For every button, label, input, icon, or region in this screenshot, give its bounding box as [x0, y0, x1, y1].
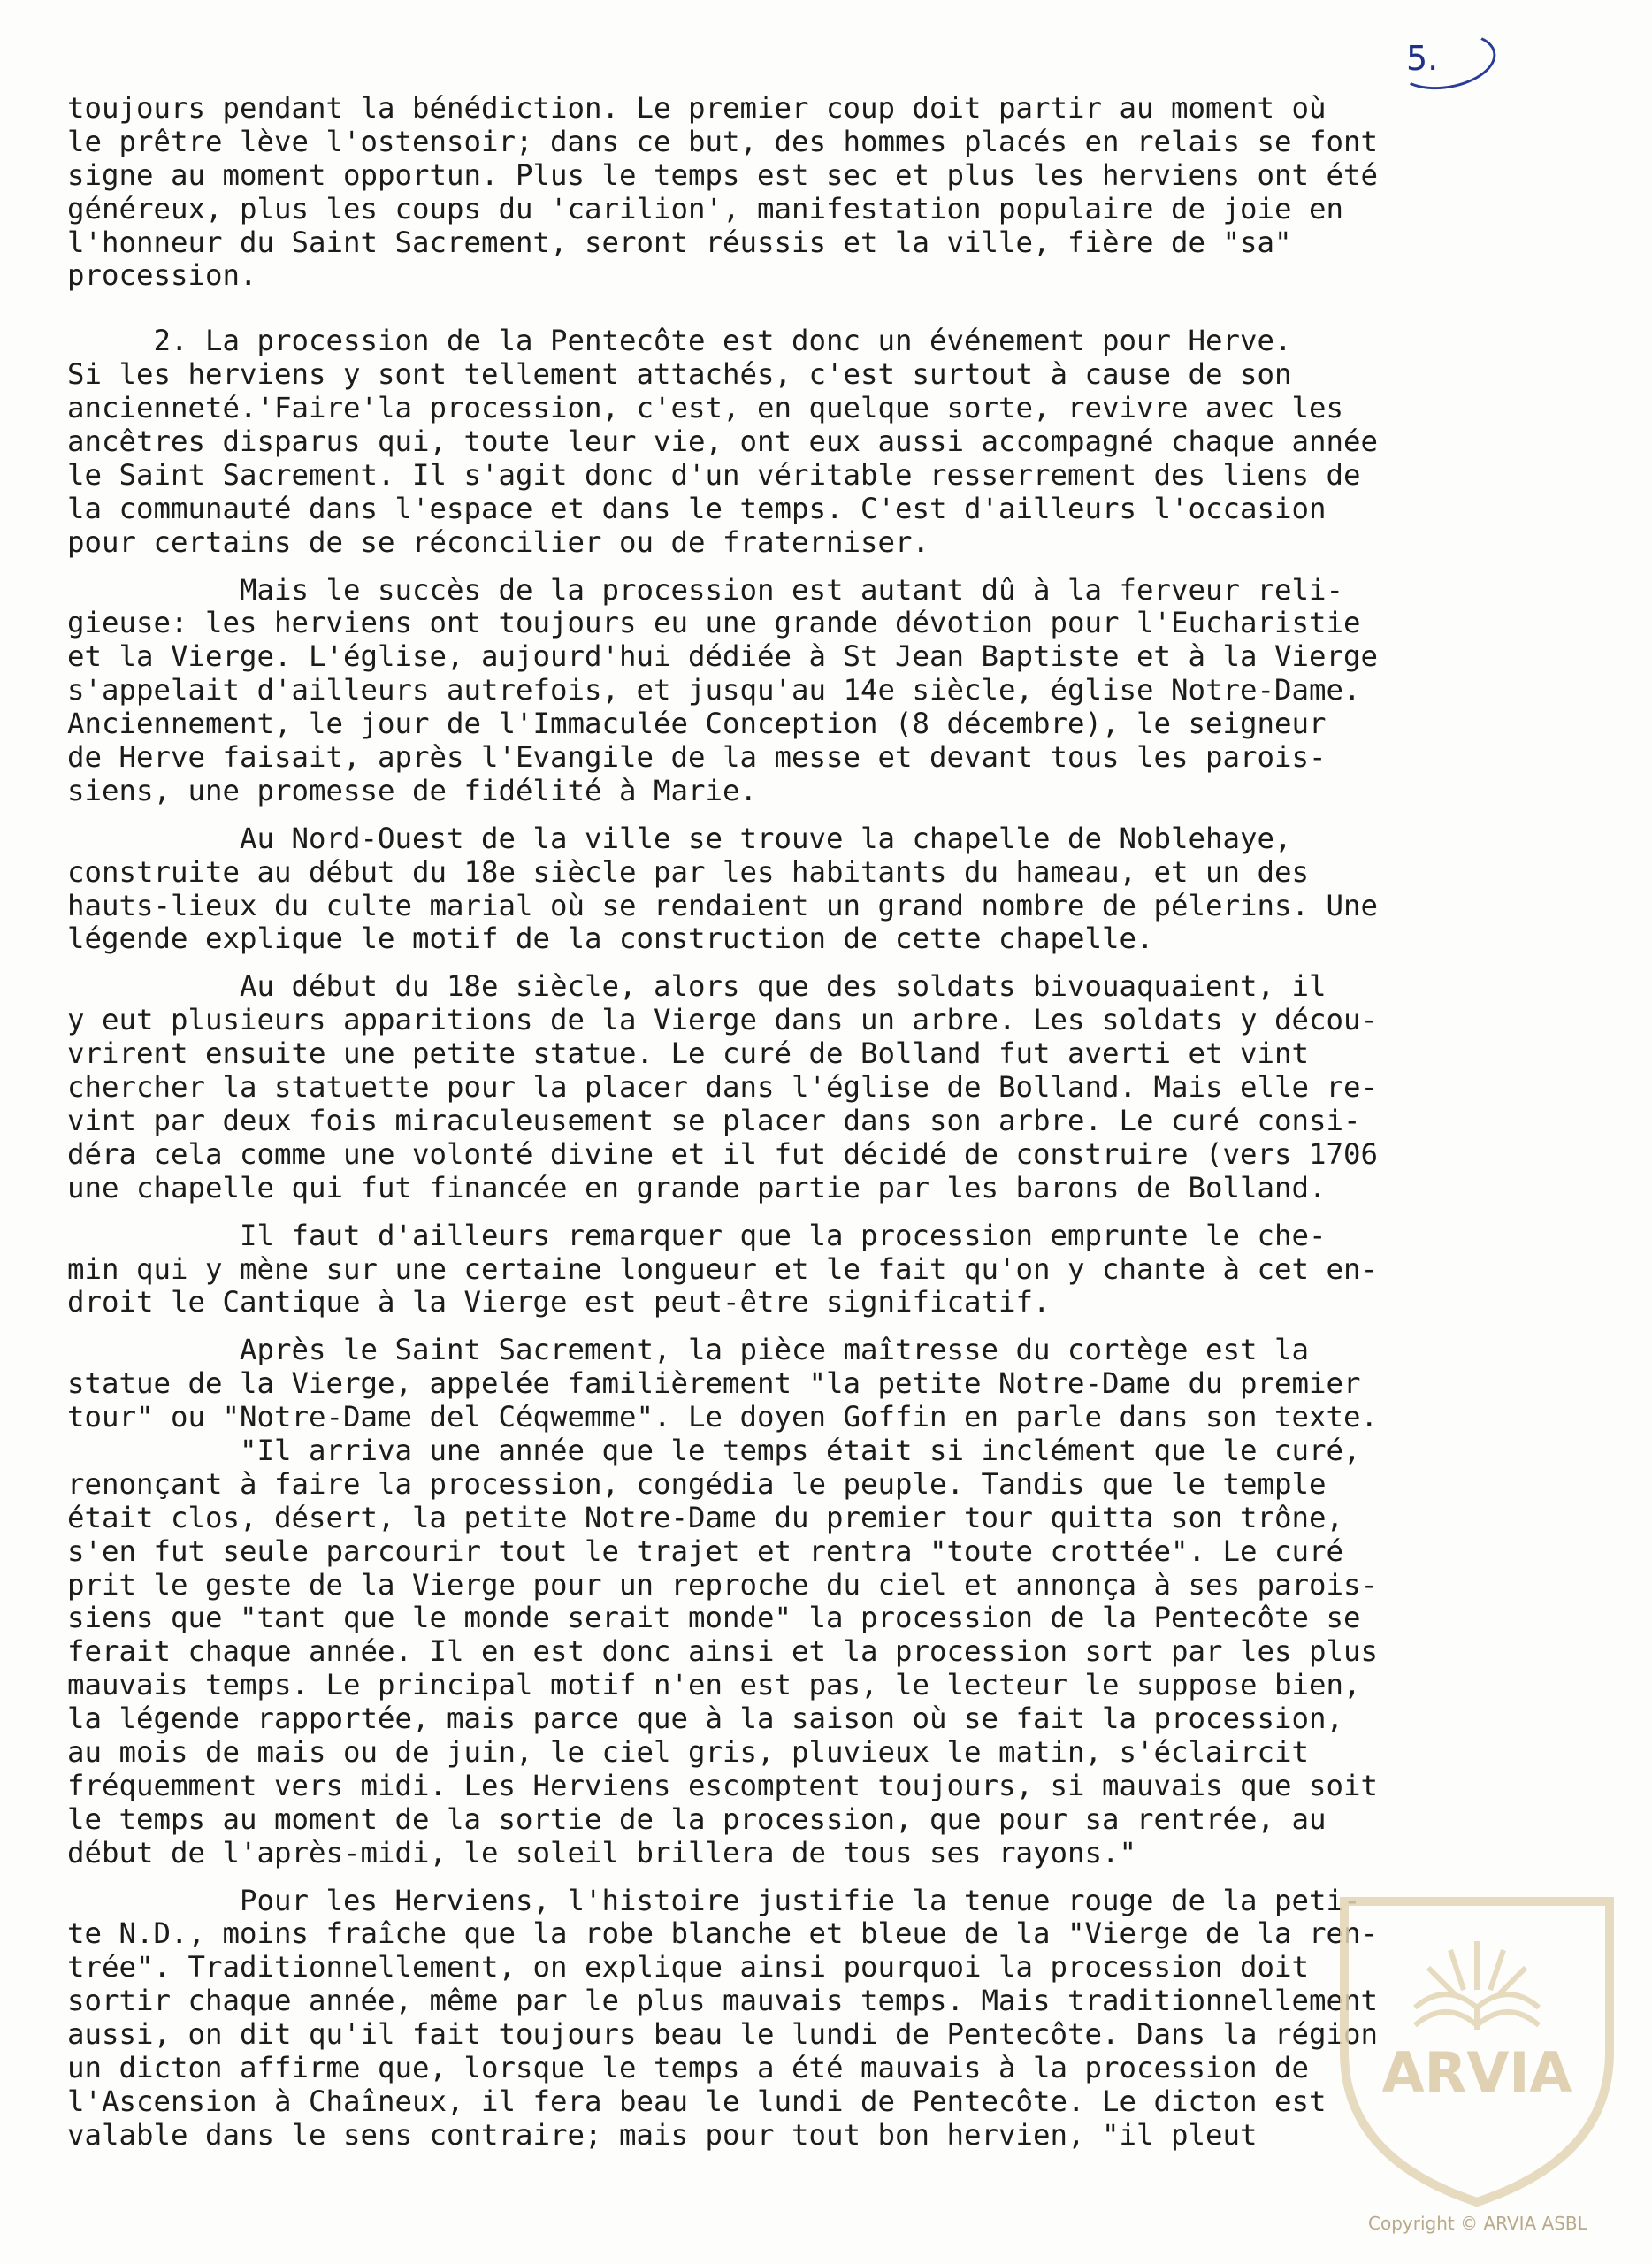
paragraph-gap — [67, 560, 1588, 574]
text-line: au mois de mais ou de juin, le ciel gris, pluvieux le matin, s'éclaircit — [67, 1734, 1310, 1769]
text-line: hauts-lieux du culte marial où se rendaient un grand nombre de pélerins. Une — [67, 888, 1379, 922]
paragraph — [67, 1220, 1588, 1320]
text-line: ancienneté.'Faire'la procession, c'est, en quelque sorte, revivre avec les — [67, 391, 1344, 425]
copyright-notice: Copyright © ARVIA ASBL — [1368, 2213, 1587, 2234]
text-line: Il faut d'ailleurs remarquer que la procession emprunte le che- — [67, 1218, 1327, 1252]
document-body — [67, 92, 1588, 2153]
text-line: déra cela comme une volonté divine et il fut décidé de construire (vers 1706 — [67, 1136, 1379, 1171]
text-line: te N.D., moins fraîche que la robe blanche et bleue de la "Vierge de la ren- — [67, 1916, 1379, 1951]
text-line: vint par deux fois miraculeusement se placer dans son arbre. Le curé consi- — [67, 1103, 1361, 1137]
text-line: procession. — [67, 258, 257, 293]
text-line: Au Nord-Ouest de la ville se trouve la chapelle de Noblehaye, — [67, 821, 1292, 855]
text-line: légende explique le motif de la construction de cette chapelle. — [67, 922, 1154, 956]
text-line: gieuse: les herviens ont toujours eu une grande dévotion pour l'Eucharistie — [67, 606, 1361, 640]
paragraph-gap — [67, 808, 1588, 822]
text-line: statue de la Vierge, appelée familièrement "la petite Notre-Dame du premier — [67, 1366, 1361, 1401]
text-line: Anciennement, le jour de l'Immaculée Conception (8 décembre), le seigneur — [67, 707, 1327, 741]
text-line: Au début du 18e siècle, alors que des soldats bivouaquaient, il — [67, 969, 1327, 1004]
text-line: le prêtre lève l'ostensoir; dans ce but, des hommes placés en relais se font — [67, 124, 1379, 158]
text-line: de Herve faisait, après l'Evangile de la messe et devant tous les parois- — [67, 740, 1327, 775]
text-line: sortir chaque année, même par le plus mauvais temps. Mais traditionnellement — [67, 1984, 1379, 2018]
text-line: début de l'après-midi, le soleil brillera de tous ses rayons." — [67, 1835, 1137, 1870]
paragraph — [67, 1334, 1588, 1870]
text-line: siens que "tant que le monde serait monde" la procession de la Pentecôte se — [67, 1601, 1361, 1635]
text-line: la légende rapportée, mais parce que à la saison où se fait la procession, — [67, 1702, 1344, 1736]
text-line: Mais le succès de la procession est autant dû à la ferveur reli- — [67, 572, 1344, 607]
text-line: une chapelle qui fut financée en grande partie par les barons de Bolland. — [67, 1170, 1327, 1205]
text-line: aussi, on dit qu'il fait toujours beau le lundi de Pentecôte. Dans la région — [67, 2017, 1379, 2052]
text-line: y eut plusieurs apparitions de la Vierge dans un arbre. Les soldats y décou- — [67, 1003, 1379, 1037]
paragraph-gap — [67, 956, 1588, 970]
text-line: trée". Traditionnellement, on explique ainsi pourquoi la procession doit — [67, 1950, 1310, 1985]
paragraph-gap — [67, 1205, 1588, 1220]
text-line: min qui y mène sur une certaine longueur et le fait qu'on y chante à cet en- — [67, 1251, 1379, 1286]
text-line: renonçant à faire la procession, congédia le peuple. Tandis que le temple — [67, 1466, 1327, 1501]
text-line: 2. La procession de la Pentecôte est donc un événement pour Herve. — [67, 324, 1292, 358]
text-line: toujours pendant la bénédiction. Le premier coup doit partir au moment où — [67, 91, 1327, 125]
text-line: "Il arriva une année que le temps était si inclément que le curé, — [67, 1433, 1361, 1467]
watermark-label: ARVIA — [1381, 2040, 1572, 2105]
text-line: un dicton affirme que, lorsque le temps a été mauvais à la procession de — [67, 2050, 1310, 2084]
text-line: construite au début du 18e siècle par les habitants du hameau, et un des — [67, 854, 1310, 889]
text-line: généreux, plus les coups du 'carilion', manifestation populaire de joie en — [67, 191, 1344, 226]
text-line: le Saint Sacrement. Il s'agit donc d'un véritable resserrement des liens de — [67, 457, 1361, 492]
paragraph-gap — [67, 293, 1588, 325]
text-line: pour certains de se réconcilier ou de fraterniser. — [67, 524, 930, 559]
text-line: Pour les Herviens, l'histoire justifie la tenue rouge de la peti- — [67, 1883, 1361, 1917]
text-line: Après le Saint Sacrement, la pièce maîtresse du cortège est la — [67, 1333, 1310, 1367]
text-line: mauvais temps. Le principal motif n'en est pas, le lecteur le suppose bien, — [67, 1668, 1361, 1702]
paragraph — [67, 574, 1588, 808]
text-line: l'Ascension à Chaîneux, il fera beau le lundi de Pentecôte. Le dicton est — [67, 2084, 1327, 2118]
book-icon — [1415, 1941, 1539, 2030]
text-line: tour" ou "Notre-Dame del Céqwemme". Le doyen Goffin en parle dans son texte. — [67, 1400, 1379, 1434]
text-line: le temps au moment de la sortie de la procession, que pour sa rentrée, au — [67, 1801, 1327, 1836]
text-line: chercher la statuette pour la placer dans l'église de Bolland. Mais elle re- — [67, 1070, 1379, 1105]
paragraph — [67, 325, 1588, 559]
text-line: droit le Cantique à la Vierge est peut-être significatif. — [67, 1285, 1051, 1319]
text-line: et la Vierge. L'église, aujourd'hui dédiée à St Jean Baptiste et à la Vierge — [67, 639, 1379, 674]
paragraph — [67, 970, 1588, 1205]
text-line: était clos, désert, la petite Notre-Dame du premier tour quitta son trône, — [67, 1500, 1344, 1534]
text-line: s'en fut seule parcourir tout le trajet et rentra "toute crottée". Le curé — [67, 1534, 1344, 1568]
text-line: ancêtres disparus qui, toute leur vie, ont eux aussi accompagné chaque année — [67, 424, 1379, 459]
text-line: Si les herviens y sont tellement attachés, c'est surtout à cause de son — [67, 357, 1292, 392]
text-line: fréquemment vers midi. Les Herviens escomptent toujours, si mauvais que soit — [67, 1768, 1379, 1802]
text-line: valable dans le sens contraire; mais pour tout bon hervien, "il pleut — [67, 2117, 1258, 2152]
text-line: la communauté dans l'espace et dans le temps. C'est d'ailleurs l'occasion — [67, 491, 1327, 525]
text-line: l'honneur du Saint Sacrement, seront réussis et la ville, fière de "sa" — [67, 225, 1292, 259]
paragraph-gap — [67, 1319, 1588, 1334]
text-line: s'appelait d'ailleurs autrefois, et jusqu'au 14e siècle, église Notre-Dame. — [67, 673, 1361, 708]
paragraph — [67, 822, 1588, 957]
arvia-watermark-logo — [1327, 1875, 1627, 2211]
text-line: prit le geste de la Vierge pour un reproche du ciel et annonça à ses parois- — [67, 1567, 1379, 1602]
paragraph — [67, 92, 1588, 293]
text-line: signe au moment opportun. Plus le temps est sec et plus les herviens ont été — [67, 157, 1379, 192]
text-line: ferait chaque année. Il en est donc ainsi et la procession sort par les plus — [67, 1634, 1379, 1669]
text-line: vrirent ensuite une petite statue. Le curé de Bolland fut averti et vint — [67, 1036, 1310, 1071]
text-line: siens, une promesse de fidélité à Marie. — [67, 773, 758, 807]
page-number: 5. — [1406, 39, 1439, 78]
